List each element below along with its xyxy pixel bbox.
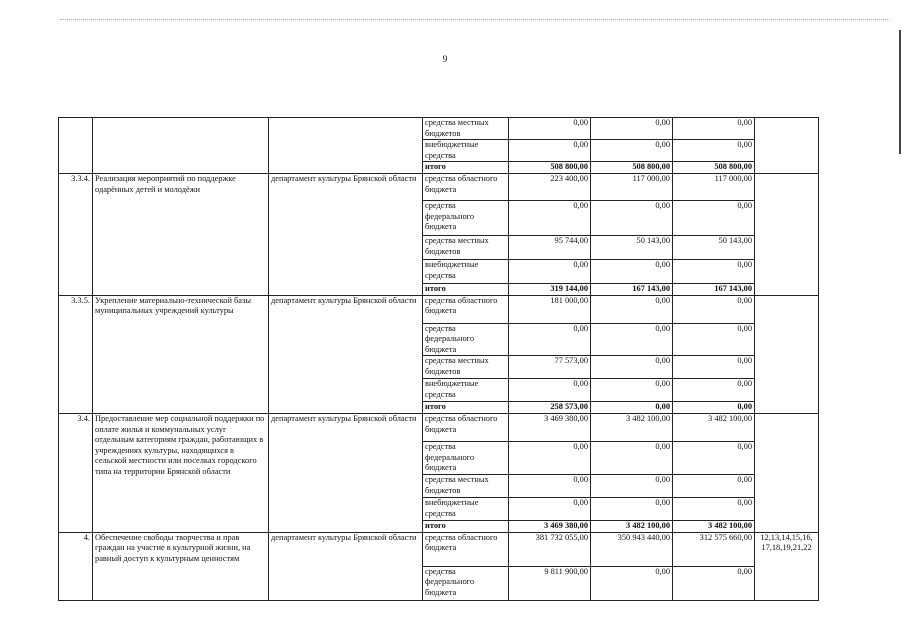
value-year-3: 312 575 660,00 bbox=[673, 532, 755, 566]
value-year-1: 0,00 bbox=[509, 441, 591, 474]
value-year-2: 50 143,00 bbox=[591, 235, 673, 259]
item-code: 3.3.4. bbox=[59, 173, 93, 295]
value-year-3: 0,00 bbox=[673, 295, 755, 323]
value-year-1: 77 573,00 bbox=[509, 356, 591, 379]
funding-source: средства федерального бюджета bbox=[423, 200, 509, 235]
value-year-2: 0,00 bbox=[591, 295, 673, 323]
value-year-2: 3 482 100,00 bbox=[591, 520, 673, 532]
value-year-2: 0,00 bbox=[591, 118, 673, 140]
item-name: Укрепление материально-технической базы муниципальных учреждений культуры bbox=[93, 295, 269, 413]
value-year-3: 0,00 bbox=[673, 118, 755, 140]
value-year-3: 0,00 bbox=[673, 140, 755, 162]
value-year-1: 0,00 bbox=[509, 474, 591, 497]
value-year-2: 117 000,00 bbox=[591, 173, 673, 200]
value-year-1: 223 400,00 bbox=[509, 173, 591, 200]
value-year-1: 0,00 bbox=[509, 497, 591, 520]
value-year-3: 3 482 100,00 bbox=[673, 520, 755, 532]
funding-source-total: итого bbox=[423, 162, 509, 174]
value-year-2: 0,00 bbox=[591, 474, 673, 497]
item-name: Обеспечение свободы творчества и прав граждан на участие в культурной жизни, на равный доступ к культурным ценностям bbox=[93, 532, 269, 600]
funding-source: средства федерального бюджета bbox=[423, 566, 509, 600]
item-code-cell bbox=[59, 118, 93, 174]
value-year-3: 0,00 bbox=[673, 474, 755, 497]
funding-source: средства местных бюджетов bbox=[423, 474, 509, 497]
value-year-3: 50 143,00 bbox=[673, 235, 755, 259]
value-year-3: 117 000,00 bbox=[673, 173, 755, 200]
item-name: Предоставление мер социальной поддержки по оплате жилья и коммунальных услуг отдельным категориям граждан, работающих в учреждениях культуры, находящихся в сельской местности или поселках городского типа на территории Брянской области bbox=[93, 413, 269, 532]
value-year-1: 0,00 bbox=[509, 259, 591, 283]
value-year-3: 0,00 bbox=[673, 402, 755, 414]
value-year-2: 3 482 100,00 bbox=[591, 413, 673, 441]
value-year-1: 0,00 bbox=[509, 118, 591, 140]
funding-source: средства федерального бюджета bbox=[423, 441, 509, 474]
value-year-2: 167 143,00 bbox=[591, 283, 673, 295]
item-executor-cell bbox=[269, 118, 423, 174]
value-year-1: 95 744,00 bbox=[509, 235, 591, 259]
value-year-2: 0,00 bbox=[591, 441, 673, 474]
value-year-3: 0,00 bbox=[673, 379, 755, 402]
value-year-3: 0,00 bbox=[673, 200, 755, 235]
targets-cell bbox=[755, 295, 819, 413]
value-year-2: 0,00 bbox=[591, 497, 673, 520]
item-code: 4. bbox=[59, 532, 93, 600]
value-year-1: 0,00 bbox=[509, 140, 591, 162]
value-year-1: 381 732 055,00 bbox=[509, 532, 591, 566]
value-year-3: 0,00 bbox=[673, 441, 755, 474]
value-year-2: 0,00 bbox=[591, 566, 673, 600]
funding-source: внебюджетные средства bbox=[423, 140, 509, 162]
funding-source: внебюджетные средства bbox=[423, 379, 509, 402]
targets-cell bbox=[755, 173, 819, 295]
value-year-1: 3 469 380,00 bbox=[509, 413, 591, 441]
funding-source-total: итого bbox=[423, 520, 509, 532]
value-year-2: 350 943 440,00 bbox=[591, 532, 673, 566]
item-executor: департамент культуры Брянской области bbox=[269, 295, 423, 413]
funding-source: средства местных бюджетов bbox=[423, 118, 509, 140]
budget-table bbox=[58, 117, 819, 601]
scan-artifact-edge bbox=[899, 30, 901, 154]
item-executor: департамент культуры Брянской области bbox=[269, 532, 423, 600]
item-code: 3.4. bbox=[59, 413, 93, 532]
funding-source: средства местных бюджетов bbox=[423, 235, 509, 259]
value-year-2: 508 800,00 bbox=[591, 162, 673, 174]
item-name-cell bbox=[93, 118, 269, 174]
value-year-2: 0,00 bbox=[591, 200, 673, 235]
targets-cell bbox=[755, 413, 819, 532]
value-year-2: 0,00 bbox=[591, 140, 673, 162]
value-year-3: 0,00 bbox=[673, 356, 755, 379]
item-executor: департамент культуры Брянской области bbox=[269, 173, 423, 295]
value-year-1: 0,00 bbox=[509, 379, 591, 402]
page-number: 9 bbox=[442, 54, 448, 64]
value-year-1: 0,00 bbox=[509, 200, 591, 235]
value-year-1: 9 811 900,00 bbox=[509, 566, 591, 600]
value-year-3: 0,00 bbox=[673, 566, 755, 600]
value-year-3: 3 482 100,00 bbox=[673, 413, 755, 441]
value-year-3: 0,00 bbox=[673, 497, 755, 520]
target-indicators: 12,13,14,15,16, 17,18,19,21,22 bbox=[755, 532, 819, 600]
funding-source: внебюджетные средства bbox=[423, 497, 509, 520]
value-year-3: 508 800,00 bbox=[673, 162, 755, 174]
value-year-2: 0,00 bbox=[591, 356, 673, 379]
funding-source-total: итого bbox=[423, 402, 509, 414]
funding-source: средства областного бюджета bbox=[423, 173, 509, 200]
table-row bbox=[59, 118, 819, 140]
scan-artifact bbox=[60, 19, 890, 20]
value-year-1: 508 800,00 bbox=[509, 162, 591, 174]
value-year-3: 0,00 bbox=[673, 323, 755, 356]
value-year-1: 319 144,00 bbox=[509, 283, 591, 295]
funding-source: средства местных бюджетов bbox=[423, 356, 509, 379]
table-row bbox=[59, 532, 819, 566]
value-year-2: 0,00 bbox=[591, 402, 673, 414]
table-row bbox=[59, 173, 819, 200]
value-year-2: 0,00 bbox=[591, 323, 673, 356]
value-year-3: 0,00 bbox=[673, 259, 755, 283]
item-executor: департамент культуры Брянской области bbox=[269, 413, 423, 532]
funding-source: средства областного бюджета bbox=[423, 413, 509, 441]
table-row bbox=[59, 413, 819, 441]
funding-source: средства областного бюджета bbox=[423, 295, 509, 323]
value-year-3: 167 143,00 bbox=[673, 283, 755, 295]
item-code: 3.3.5. bbox=[59, 295, 93, 413]
funding-source: средства федерального бюджета bbox=[423, 323, 509, 356]
value-year-2: 0,00 bbox=[591, 259, 673, 283]
table-row bbox=[59, 295, 819, 323]
item-name: Реализация мероприятий по поддержке одарённых детей и молодёжи bbox=[93, 173, 269, 295]
funding-source: внебюджетные средства bbox=[423, 259, 509, 283]
value-year-2: 0,00 bbox=[591, 379, 673, 402]
value-year-1: 258 573,00 bbox=[509, 402, 591, 414]
value-year-1: 181 000,00 bbox=[509, 295, 591, 323]
targets-cell bbox=[755, 118, 819, 174]
value-year-1: 3 469 380,00 bbox=[509, 520, 591, 532]
funding-source-total: итого bbox=[423, 283, 509, 295]
funding-source: средства областного бюджета bbox=[423, 532, 509, 566]
value-year-1: 0,00 bbox=[509, 323, 591, 356]
